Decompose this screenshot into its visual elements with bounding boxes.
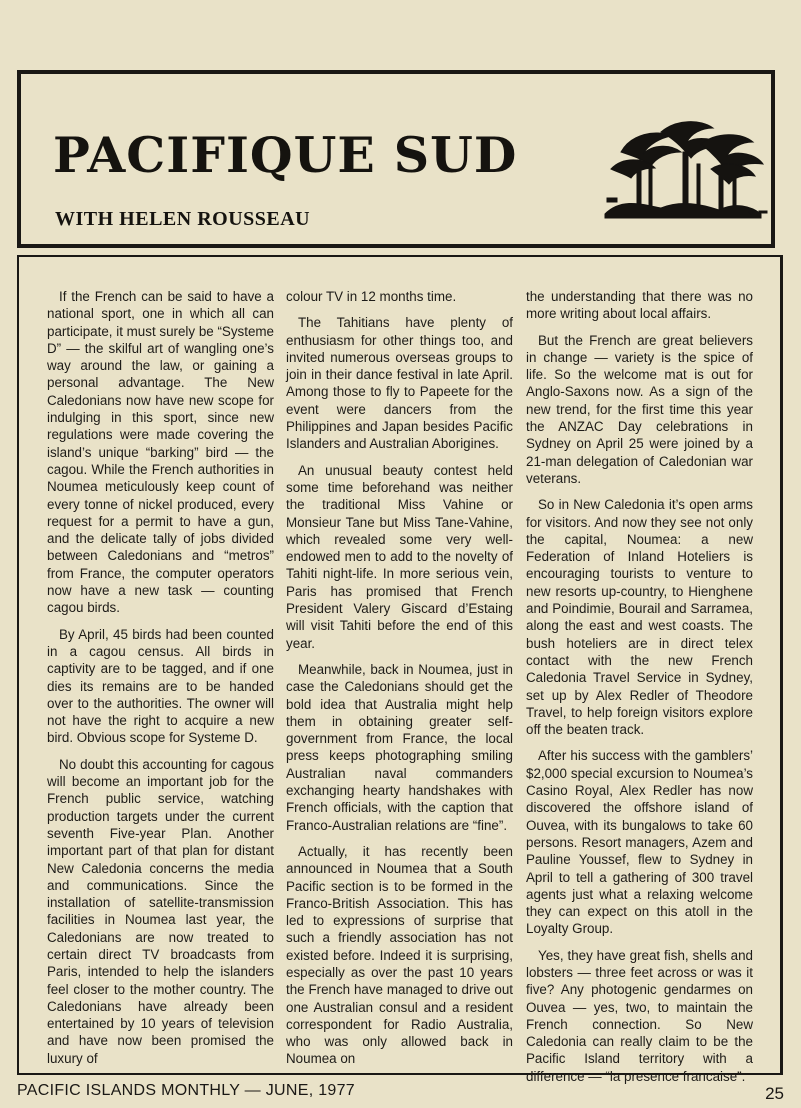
paragraph: By April, 45 birds had been counted in a cagou census. All birds in captivity are to be tagged, and if one dies its remains are to be handed over to the authorities. The owner will not have the right to acquire a new bird. Obvious scope for Systeme D. <box>47 626 274 746</box>
paragraph: But the French are great believers in change — variety is the spice of life. So the welcome mat is out for Anglo-Saxons now. As a sign of the new trend, for the first time this year the ANZAC Day celebrations in Sydney on April 25 were joined by a 21-man delegation of Caledonian war veterans. <box>526 332 753 486</box>
palm-trees-icon <box>601 114 771 224</box>
paragraph: Yes, they have great fish, shells and lobsters — three feet across or was it five? Any photogenic gendarmes on Ouvea — yes, two, to maintain the French connection. So New Caledonia can really claim to be the Pacific Island territory with a difference — “la presence francaise”. <box>526 947 753 1084</box>
paragraph: After his success with the gamblers’ $2,000 special excursion to Noumea’s Casino Royal, Alex Redler has now discovered the offshore island of Ouvea, with its bungalows to take 60 persons. Resort managers, Azem and Pauline Youssef, flew to Sydney in April to tell a gathering of 300 travel agents just what a relaxing welcome they can expect on this atoll in the Loyalty Group. <box>526 748 753 937</box>
article-column-2 <box>286 288 513 1077</box>
paragraph: the understanding that there was no more writing about local affairs. <box>526 289 753 322</box>
page-title: PACIFIQUE SUD <box>53 126 518 184</box>
paragraph: No doubt this accounting for cagous will become an important job for the French public service, watching production targets under the current seventh Five-year Plan. Another important part of that plan for distant New Caledonia concerns the media and communications. Since the installation of satellite-transmission facilities in Noumea last year, the Caledonians are now treated to certain direct TV broadcasts from Paris, intended to help the islanders feel closer to the mother country. The Caledonians have already been entertained by 10 years of television and have now been promised the luxury of <box>47 756 274 1066</box>
paragraph: So in New Caledonia it’s open arms for visitors. And now they see not only the capital, Noumea: a new Federation of Inland Hoteliers is encouraging tourists to venture to new resorts up-country, to Hienghene and Poindimie, Bourail and Sarramea, along the east and west coasts. The bush hoteliers are in direct telex contact with the new French Caledonia Travel Service in Sydney, set up by Alex Redler of Theodore Travel, to help foreign visitors explore off the beaten track. <box>526 497 753 738</box>
article-column-3 <box>526 288 753 1094</box>
paragraph: Meanwhile, back in Noumea, just in case the Caledonians should get the bold idea that Australia might help them in obtaining greater self-government from France, the local press keeps photographing smiling Australian naval commanders exchanging hearty handshakes with French officials, with the caption that Franco-Australian relations are “fine”. <box>286 661 513 833</box>
paragraph: Actually, it has recently been announced in Noumea that a South Pacific section is to be formed in the Franco-British Association. This has led to expressions of surprise that such a friendly association has not existed before. Indeed it is surprising, especially as over the past 10 years the French have managed to drive out one Australian consul and a resident correspondent for Radio Australia, who was only allowed back in Noumea on <box>286 843 513 1067</box>
paragraph: If the French can be said to have a national sport, one in which all can participate, it must surely be “Systeme D” — the skilful art of wangling one’s way around the law, or gaining a personal advantage. The New Caledonians now have new scope for indulging in this sport, since new regulations were made covering the island’s unique “barking” bird — the cagou. While the French authorities in Noumea meticulously keep count of every tonne of nickel produced, every request for a permit to have a gun, and the delicate tally of jobs divided between Caledonians and “metros” from France, the computer operators now have a new task — counting cagou birds. <box>47 289 274 616</box>
byline: WITH HELEN ROUSSEAU <box>55 208 311 230</box>
publication-footer: PACIFIC ISLANDS MONTHLY — JUNE, 1977 <box>17 1082 355 1099</box>
article-column-1 <box>47 288 274 1076</box>
page-number: 25 <box>765 1084 784 1103</box>
header-box <box>17 70 775 248</box>
paragraph: An unusual beauty contest held some time beforehand was neither the traditional Miss Vahine or Monsieur Tane but Miss Tane-Vahine, which revealed some very well-endowed men to add to the novelty of Tahiti night-life. In more serious vein, Paris has promised that French President Valery Giscard d’Estaing will visit Tahiti before the end of this year. <box>286 462 513 651</box>
paragraph: The Tahitians have plenty of enthusiasm for other things too, and invited numerous overseas groups to join in their dance festival in late April. Among those to fly to Papeete for the event were dancers from the Philippines and Japan besides Pacific Islanders and Australian Aborigines. <box>286 315 513 452</box>
paragraph: colour TV in 12 months time. <box>286 289 457 304</box>
